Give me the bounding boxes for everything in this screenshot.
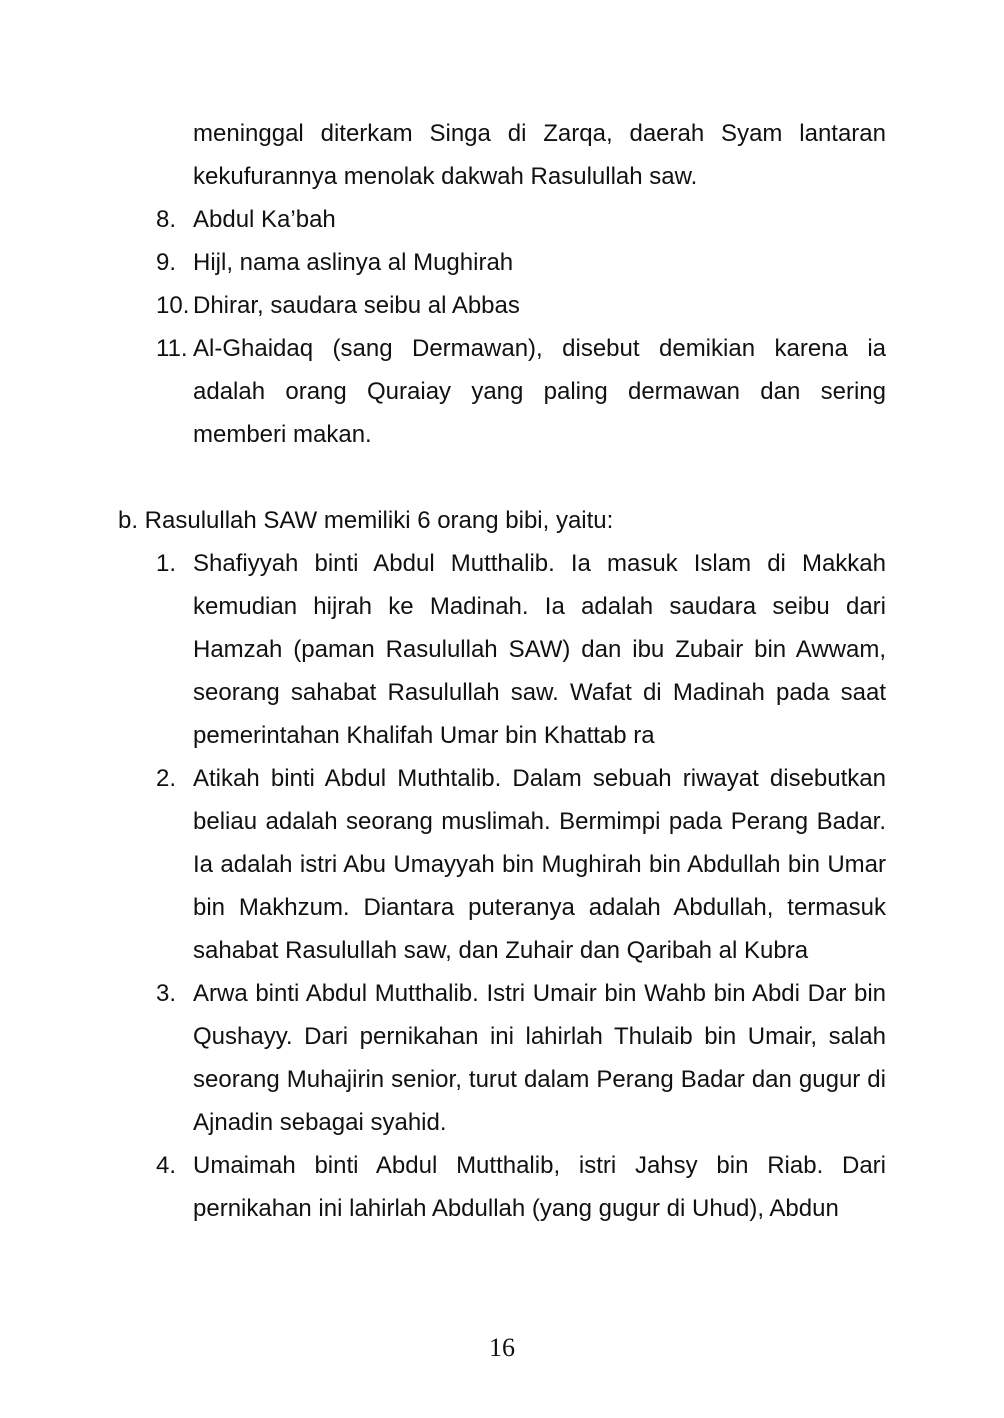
list-item-number: 1.	[156, 550, 177, 577]
list-item-number: 11.	[156, 335, 188, 362]
list-item-number: 8.	[156, 206, 177, 233]
list-item-number: 3.	[156, 980, 177, 1007]
list-item	[118, 542, 886, 757]
continuation-paragraph: meninggal diterkam Singa di Zarqa, daerah Syam lantaran kekufurannya menolak dakwah Rasulullah saw.	[193, 120, 886, 190]
list-item	[118, 241, 886, 284]
list-item	[118, 284, 886, 327]
list-item	[118, 327, 886, 456]
list-item	[118, 972, 886, 1144]
list-item-text: Abdul Ka’bah	[193, 206, 336, 233]
list-item-text: Atikah binti Abdul Muthtalib. Dalam sebuah riwayat disebutkan beliau adalah seorang muslimah. Bermimpi pada Perang Badar. Ia adalah istri Abu Umayyah bin Mughirah bin Abdullah bin Umar bin Makhzum. Diantara puteranya adalah Abdullah, termasuk sahabat Rasulullah saw, dan Zuhair dan Qaribah al Kubra	[193, 765, 886, 964]
list-item-text: Shafiyyah binti Abdul Mutthalib. Ia masuk Islam di Makkah kemudian hijrah ke Madinah. Ia adalah saudara seibu dari Hamzah (paman Rasulullah SAW) dan ibu Zubair bin Awwam, seorang sahabat Rasulullah saw. Wafat di Madinah pada saat pemerintahan Khalifah Umar bin Khattab ra	[193, 550, 886, 749]
list-item	[118, 757, 886, 972]
page-number: 16	[489, 1333, 515, 1362]
list-item-text: Umaimah binti Abdul Mutthalib, istri Jahsy bin Riab. Dari pernikahan ini lahirlah Abdullah (yang gugur di Uhud), Abdun	[193, 1152, 886, 1222]
section-b-heading: b. Rasulullah SAW memiliki 6 orang bibi, yaitu:	[118, 507, 614, 534]
page-content	[118, 112, 886, 1230]
list-item-text: Arwa binti Abdul Mutthalib. Istri Umair bin Wahb bin Abdi Dar bin Qushayy. Dari pernikahan ini lahirlah Thulaib bin Umair, salah seorang Muhajirin senior, turut dalam Perang Badar dan gugur di Ajnadin sebagai syahid.	[193, 980, 886, 1136]
list-aunts	[118, 542, 886, 1230]
list-uncles	[118, 198, 886, 456]
list-item	[118, 198, 886, 241]
list-item-number: 2.	[156, 765, 177, 792]
list-item-text: Hijl, nama aslinya al Mughirah	[193, 249, 514, 276]
list-item-number: 9.	[156, 249, 177, 276]
list-item-number: 10.	[156, 292, 190, 319]
list-item	[118, 1144, 886, 1230]
list-item-text: Al-Ghaidaq (sang Dermawan), disebut demikian karena ia adalah orang Quraiay yang paling dermawan dan sering memberi makan.	[193, 335, 886, 448]
list-item-text: Dhirar, saudara seibu al Abbas	[193, 292, 520, 319]
list-item-number: 4.	[156, 1152, 177, 1179]
